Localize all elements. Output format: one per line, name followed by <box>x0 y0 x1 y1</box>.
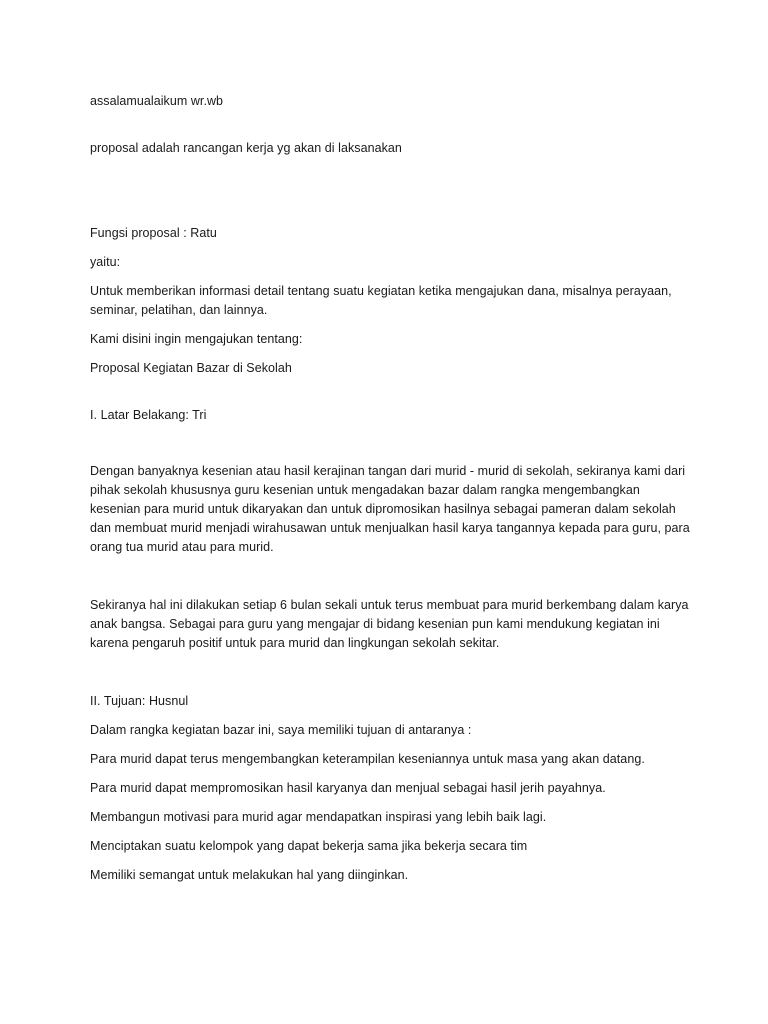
goal-item: Para murid dapat terus mengembangkan keterampilan keseniannya untuk masa yang akan datang. <box>90 752 645 766</box>
section-heading-background: I. Latar Belakang: Tri <box>90 408 207 422</box>
background-paragraph-1: Dengan banyaknya kesenian atau hasil kerajinan tangan dari murid - murid di sekolah, sekiranya kami dari pihak sekolah khususnya guru kesenian untuk mengadakan bazar dalam rangka mengembangkan kesenian para murid untuk dikaryakan dan untuk dipromosikan hasilnya sebagai pameran dalam sekolah dan membuat murid menjadi wirahusawan untuk menjualkan hasil karya tangannya kepada para guru, para orang tua murid atau para murid. <box>90 464 690 554</box>
proposal-title: Proposal Kegiatan Bazar di Sekolah <box>90 361 292 375</box>
goal-item: Membangun motivasi para murid agar mendapatkan inspirasi yang lebih baik lagi. <box>90 810 547 824</box>
goal-item: Menciptakan suatu kelompok yang dapat bekerja sama jika bekerja secara tim <box>90 839 528 853</box>
goal-item: Para murid dapat mempromosikan hasil karyanya dan menjual sebagai hasil jerih payahnya. <box>90 781 606 795</box>
document-body <box>90 92 690 895</box>
goal-item: Memiliki semangat untuk melakukan hal yang diinginkan. <box>90 868 409 882</box>
background-paragraph-2: Sekiranya hal ini dilakukan setiap 6 bulan sekali untuk terus membuat para murid berkembang dalam karya anak bangsa. Sebagai para guru yang mengajar di bidang kesenian pun kami mendukung kegiatan ini karena pengaruh positif untuk para murid dan lingkungan sekolah sekitar. <box>90 598 689 650</box>
greeting-line: assalamualaikum wr.wb <box>90 94 224 108</box>
submission-intro: Kami disini ingin mengajukan tentang: <box>90 332 303 346</box>
function-intro: yaitu: <box>90 255 121 269</box>
goals-intro: Dalam rangka kegiatan bazar ini, saya memiliki tujuan di antaranya : <box>90 723 472 737</box>
section-heading-goals: II. Tujuan: Husnul <box>90 694 189 708</box>
function-description: Untuk memberikan informasi detail tentang suatu kegiatan ketika mengajukan dana, misalnya perayaan, seminar, pelatihan, dan lainnya. <box>90 284 672 317</box>
function-heading: Fungsi proposal : Ratu <box>90 226 217 240</box>
definition-line: proposal adalah rancangan kerja yg akan di laksanakan <box>90 141 402 155</box>
